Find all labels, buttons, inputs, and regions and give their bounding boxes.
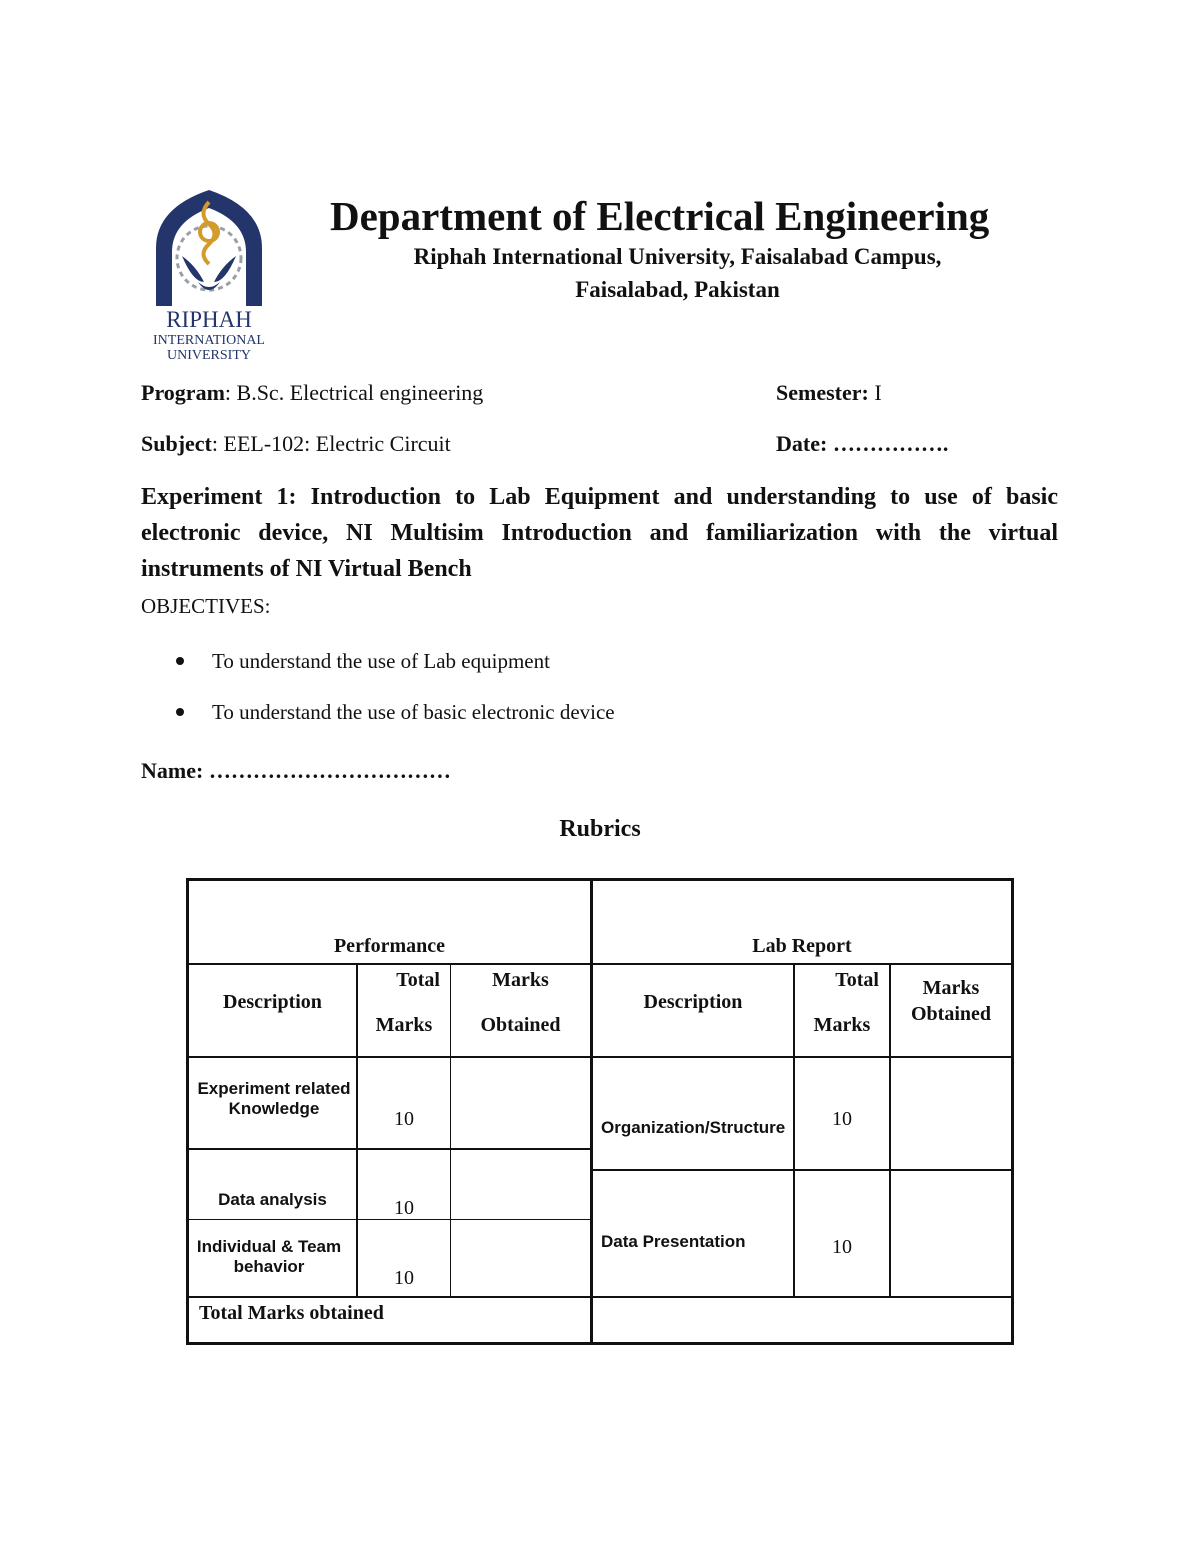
university-address: Riphah International University, Faisalabad Campus, Faisalabad, Pakistan — [413, 244, 942, 302]
department-title: Department of Electrical Engineering — [330, 193, 990, 239]
performance-description-header: Description — [223, 991, 322, 1013]
experiment-title: Experiment 1: Introduction to Lab Equipment and understanding to use of basic electronic device, NI Multisim Introduction and familiarization with the virtual instruments of NI Virtual Bench — [141, 484, 1058, 582]
performance-obtained-header-2: Obtained — [480, 1013, 561, 1036]
lab-total-header-2: Marks — [813, 1013, 871, 1036]
total-marks-label: Total Marks obtained — [199, 1301, 384, 1324]
semester-line: Semester: I — [776, 380, 882, 405]
performance-row-2-description: Data analysis — [218, 1190, 327, 1209]
riphah-emblem-icon — [138, 186, 280, 364]
objective-item: To understand the use of basic electronic device — [176, 700, 615, 725]
performance-header: Performance — [333, 934, 446, 957]
svg-text:RIPHAH: RIPHAH — [166, 307, 252, 332]
lab-row-2-description: Data Presentation — [601, 1232, 746, 1251]
date-line: Date: ……………. — [776, 431, 949, 456]
rubrics-heading: Rubrics — [559, 816, 641, 842]
lab-row-2-total: 10 — [832, 1235, 852, 1258]
lab-obtained-header-2: Obtained — [910, 1002, 992, 1025]
program-line: Program: B.Sc. Electrical engineering — [141, 380, 484, 405]
performance-row-3-total: 10 — [394, 1266, 414, 1289]
svg-text:INTERNATIONAL: INTERNATIONAL — [153, 333, 265, 348]
performance-total-header-2: Marks — [375, 1013, 433, 1036]
performance-row-3-description: Individual & Team behavior — [196, 1237, 342, 1276]
performance-total-header: Total — [396, 968, 440, 991]
lab-row-1-total: 10 — [832, 1107, 852, 1130]
subject-line: Subject: EEL-102: Electric Circuit — [141, 431, 451, 456]
name-line: Name: …………………………… — [141, 758, 451, 783]
performance-row-1-description: Experiment related Knowledge — [197, 1079, 351, 1118]
lab-obtained-header: Marks — [922, 976, 980, 999]
bullet-icon — [176, 657, 184, 665]
performance-row-2-total: 10 — [394, 1196, 414, 1219]
objectives-label: OBJECTIVES: — [141, 594, 271, 618]
lab-description-header: Description — [643, 991, 743, 1013]
lab-total-header: Total — [835, 968, 879, 991]
university-logo — [138, 186, 280, 364]
svg-text:UNIVERSITY: UNIVERSITY — [167, 348, 251, 363]
performance-row-1-total: 10 — [394, 1107, 414, 1130]
lab-row-1-description: Organization/Structure — [601, 1118, 786, 1137]
performance-obtained-header: Marks — [492, 968, 549, 991]
objective-item: To understand the use of Lab equipment — [176, 649, 550, 674]
bullet-icon — [176, 708, 184, 716]
lab-report-header: Lab Report — [752, 934, 852, 957]
